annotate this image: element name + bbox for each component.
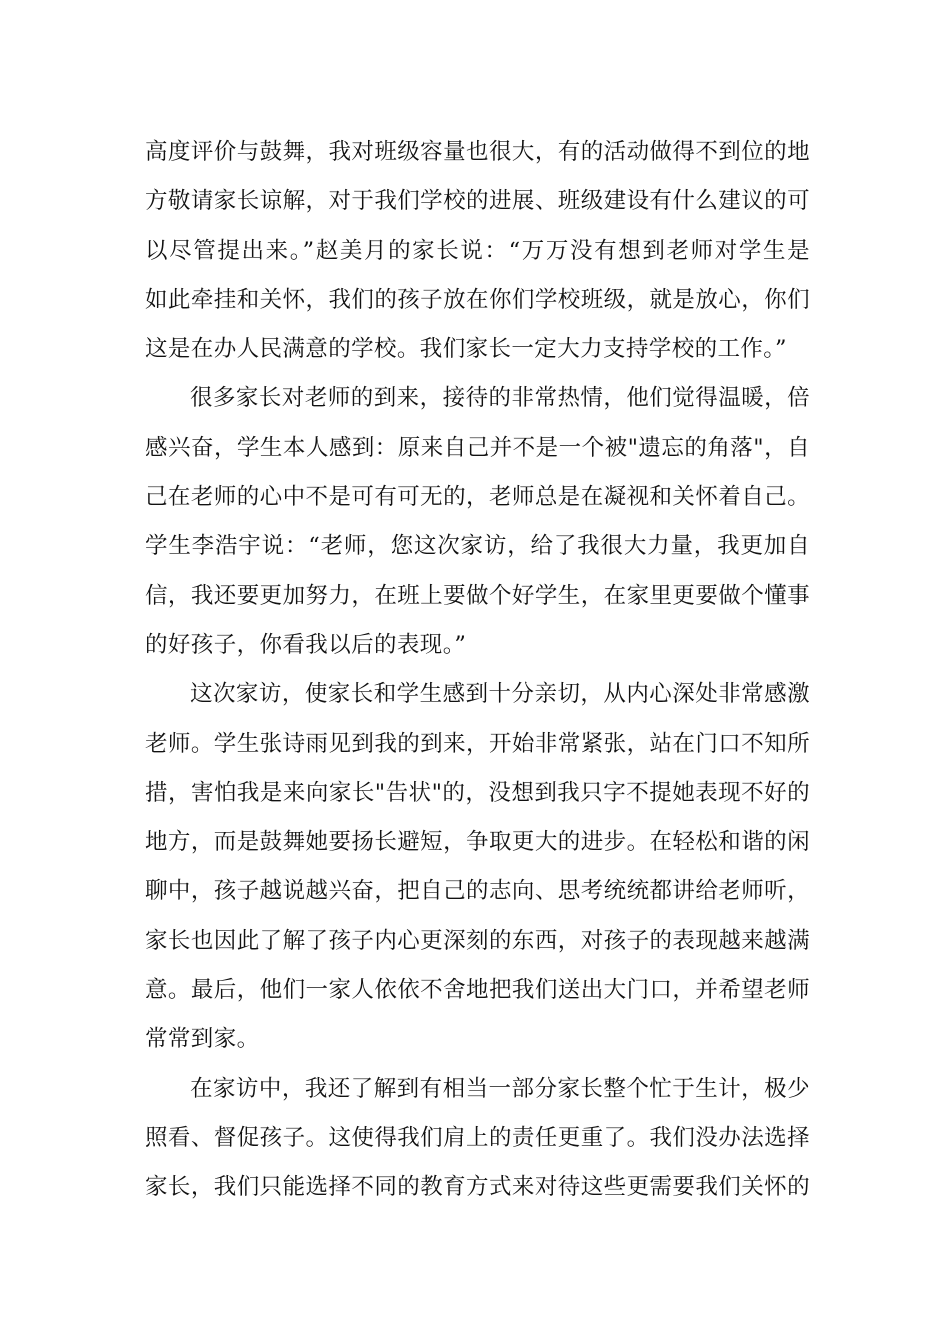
text-line: 己在老师的心中不是可有可无的，老师总是在凝视和关怀着自己。 <box>145 484 810 511</box>
paragraph-start-line: 很多家长对老师的到来，接待的非常热情，他们觉得温暖，倍 <box>190 385 810 412</box>
paragraph-start-line: 在家访中，我还了解到有相当一部分家长整个忙于生计，极少 <box>190 1075 810 1102</box>
text-line: 信，我还要更加努力，在班上要做个好学生，在家里更要做个懂事 <box>145 582 810 609</box>
text-line: 意。最后，他们一家人依依不舍地把我们送出大门口，并希望老师 <box>145 977 810 1004</box>
text-line: 家长，我们只能选择不同的教育方式来对待这些更需要我们关怀的 <box>145 1174 810 1201</box>
text-line: 这是在办人民满意的学校。我们家长一定大力支持学校的工作。” <box>145 336 787 363</box>
paragraph-start-line: 这次家访，使家长和学生感到十分亲切，从内心深处非常感激 <box>190 681 810 708</box>
text-line: 聊中，孩子越说越兴奋，把自己的志向、思考统统都讲给老师听， <box>145 878 810 905</box>
text-line: 如此牵挂和关怀，我们的孩子放在你们学校班级，就是放心，你们 <box>145 286 810 313</box>
text-line: 方敬请家长谅解，对于我们学校的进展、班级建设有什么建议的可 <box>145 188 810 215</box>
text-line: 高度评价与鼓舞，我对班级容量也很大，有的活动做得不到位的地 <box>145 139 810 165</box>
text-line: 地方，而是鼓舞她要扬长避短，争取更大的进步。在轻松和谐的闲 <box>145 829 810 856</box>
text-line: 常常到家。 <box>145 1026 260 1053</box>
text-line: 家长也因此了解了孩子内心更深刻的东西，对孩子的表现越来越满 <box>145 927 810 954</box>
text-line: 学生李浩宇说：“老师，您这次家访，给了我很大力量，我更加自 <box>145 533 810 560</box>
text-line: 的好孩子，你看我以后的表现。” <box>145 631 467 658</box>
text-line: 老师。学生张诗雨见到我的到来，开始非常紧张，站在门口不知所 <box>145 730 810 757</box>
text-line: 感兴奋，学生本人感到：原来自己并不是一个被"遗忘的角落"，自 <box>145 434 810 461</box>
text-line: 以尽管提出来。”赵美月的家长说：“万万没有想到老师对学生是 <box>145 237 810 264</box>
body-text <box>145 128 810 1213</box>
text-line: 照看、督促孩子。这使得我们肩上的责任更重了。我们没办法选择 <box>145 1124 810 1151</box>
text-line: 措，害怕我是来向家长"告状"的，没想到我只字不提她表现不好的 <box>145 779 810 806</box>
